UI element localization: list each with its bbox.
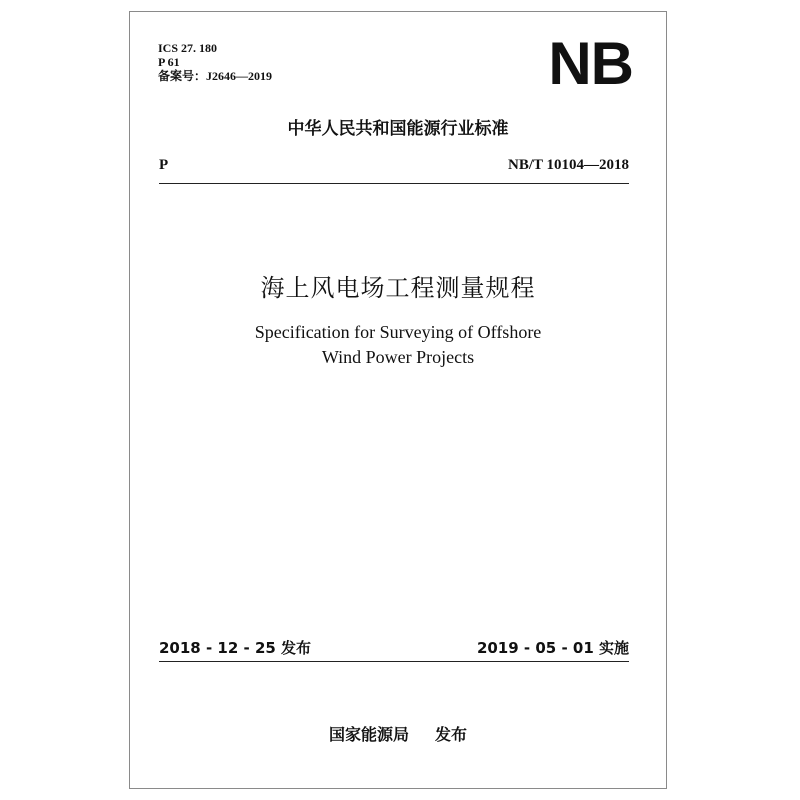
ics-block — [158, 41, 272, 83]
classification-code: P 61 — [158, 55, 180, 69]
title-english-line2: Wind Power Projects — [321, 347, 475, 367]
classification-letter: P — [159, 157, 169, 173]
industry-standard-heading: 中华人民共和国能源行业标准 — [287, 119, 509, 139]
ics-code: ICS 27. 180 — [158, 41, 218, 55]
bottom-divider — [159, 661, 629, 662]
implementation-date: 2019 - 05 - 01 实施 — [476, 639, 629, 657]
publisher-name: 国家能源局 — [328, 725, 409, 744]
issue-date: 2018 - 12 - 25 发布 — [159, 639, 312, 657]
standard-cover — [129, 11, 667, 789]
top-divider — [159, 183, 629, 184]
publisher — [130, 722, 666, 745]
nb-logo: NB — [548, 30, 633, 97]
publisher-action: 发布 — [435, 725, 468, 744]
title-english — [130, 320, 666, 370]
title-english-line1: Specification for Surveying of Offshore — [254, 322, 542, 342]
title-chinese: 海上风电场工程测量规程 — [260, 274, 536, 302]
standard-number: NB/T 10104—2018 — [508, 157, 629, 173]
filing-number: 备案号：J2646—2019 — [158, 69, 273, 83]
